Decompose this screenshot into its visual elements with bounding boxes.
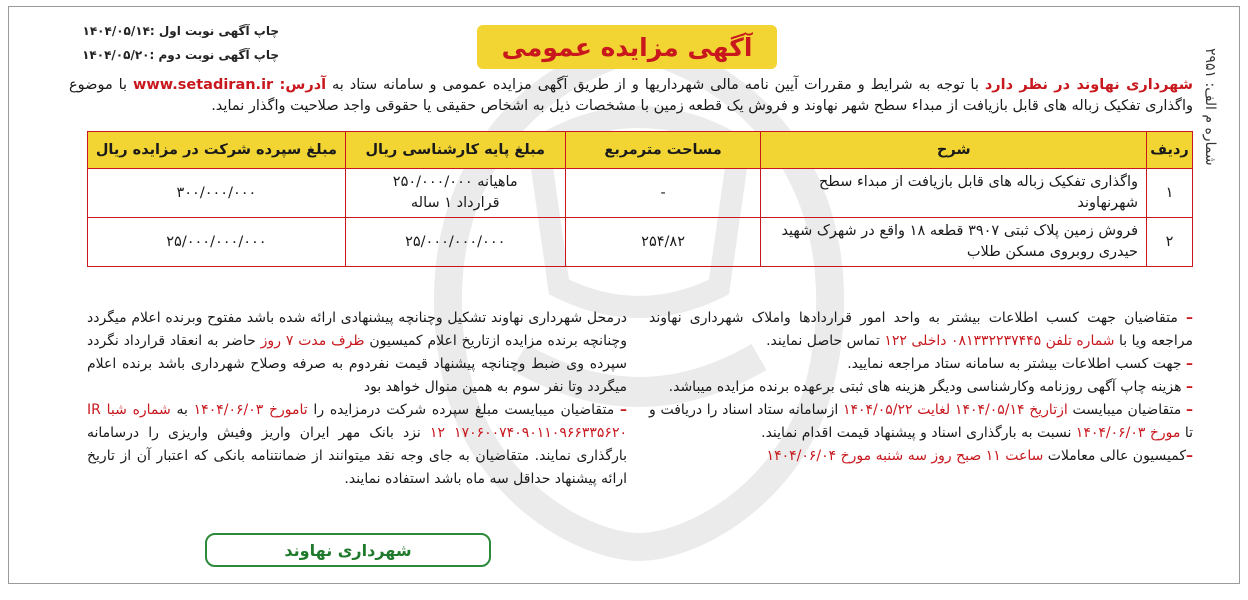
condition-document-dates: – متقاضیان میبایست ازتاریخ ۱۴۰۴/۰۵/۱۴ لغایت ۱۴۰۴/۰۵/۲۲ ازسامانه ستاد اسناد را دریافت و تا مورخ ۱۴۰۴/۰۶/۰۳ نسبت به بارگذاری اسناد و پیشنهاد قیمت اقدام نمایند.: [649, 402, 1193, 441]
sheba-number: شماره شبا IR ۱۲ ۱۷۰۶۰۰۷۴۰۹۰۱۱۰۹۶۶۳۳۵۶۲۰: [87, 402, 627, 441]
address-label: آدرس:: [273, 77, 327, 93]
table-header-row: [88, 132, 1193, 169]
notice-frame: [8, 6, 1240, 584]
header-area: مساحت مترمربع: [565, 132, 761, 169]
base-price-line2: قرارداد ۱ ساله: [410, 195, 500, 211]
row-description: فروش زمین پلاک ثبتی ۳۹۰۷ قطعه ۱۸ واقع در شهرک شهید حیدری روبروی مسکن طلاب: [761, 218, 1147, 267]
table-row: [88, 169, 1193, 218]
condition-winner: درمحل شهرداری نهاوند تشکیل وچنانچه پیشنهادی ارائه شده باشد مفتوح وبرنده اعلام میگردد وچنانچه برنده مزایده ازتاریخ اعلام کمیسیون ظرف مدت ۷ روز حاضر به انعقاد قرارداد نگردد سپرده وی ضبط وچنانچه پیشنهاد قیمت نفردوم به صرفه وصلاح شهرداری باشد برنده اعلام میگردد وتا نفر سوم به همین منوال خواهد بود: [87, 310, 627, 395]
commission-time: ساعت ۱۱ صبح روز سه شنبه مورخ ۱۴۰۴/۰۶/۰۴: [766, 448, 1044, 464]
conditions-right-column: [649, 307, 1193, 468]
auction-items-table: [87, 131, 1193, 267]
condition-costs: – هزینه چاپ آگهی روزنامه وکارشناسی ودیگر هزینه های ثبتی برعهده برنده مزایده میباشد.: [668, 379, 1193, 395]
second-print-date: چاپ آگهی نوبت دوم :۱۴۰۴/۰۵/۲۰: [82, 48, 279, 62]
row-number: ۲: [1147, 218, 1193, 267]
intro-text-b: با موضوع واگذاری تفکیک زباله های قابل بازیافت از مبداء سطح شهر نهاوند و فروش یک قطعه زمین با مشخصات ذیل به اشخاص حقیقی یا حقوقی واجد صلاحیت واگذار نماید.: [69, 77, 1193, 114]
row-number: ۱: [1147, 169, 1193, 218]
org-lead: شهرداری نهاوند در نظر دارد: [984, 77, 1193, 93]
notice-number: شماره م الف: ۲۹۵۱: [1202, 48, 1218, 166]
row-base-price: [345, 218, 565, 267]
row-base-price: [345, 169, 565, 218]
row-area: ۲۵۴/۸۲: [565, 218, 761, 267]
base-price-line1: ۲۵/۰۰۰/۰۰۰/۰۰۰: [405, 233, 506, 250]
base-price-line1: ماهیانه ۲۵۰/۰۰۰/۰۰۰: [392, 174, 518, 190]
header-row-number: ردیف: [1147, 132, 1193, 169]
signature-box: شهرداری نهاوند: [205, 533, 491, 567]
intro-paragraph: [69, 75, 1193, 117]
winner-deadline: ظرف مدت ۷ روز: [260, 333, 365, 349]
table-row: [88, 218, 1193, 267]
row-area: -: [565, 169, 761, 218]
document-period: ازتاریخ ۱۴۰۴/۰۵/۱۴ لغایت ۱۴۰۴/۰۵/۲۲: [842, 402, 1068, 418]
website-link[interactable]: www.setadiran.ir: [133, 77, 274, 93]
row-deposit: ۲۵/۰۰۰/۰۰۰/۰۰۰: [88, 218, 346, 267]
condition-contact: – متقاضیان جهت کسب اطلاعات بیشتر به واحد امور قراردادها واملاک شهرداری نهاوند مراجعه ویا با شماره تلفن ۰۸۱۳۳۲۲۳۷۴۴۵ داخلی ۱۲۲ تماس حاصل نمایند.: [649, 310, 1193, 349]
header-description: شرح: [761, 132, 1147, 169]
notice-title: آگهی مزایده عمومی: [477, 25, 777, 69]
row-deposit: ۳۰۰/۰۰۰/۰۰۰: [88, 169, 346, 218]
deposit-deadline: تامورخ ۱۴۰۴/۰۶/۰۳: [193, 402, 308, 418]
first-print-date: چاپ آگهی نوبت اول :۱۴۰۴/۰۵/۱۴: [82, 24, 279, 38]
header-deposit: مبلغ سپرده شرکت در مزایده ریال: [88, 132, 346, 169]
contact-phone: شماره تلفن ۰۸۱۳۳۲۲۳۷۴۴۵ داخلی ۱۲۲: [884, 333, 1115, 349]
intro-text-a: با توجه به شرایط و مقررات آیین نامه مالی شهرداریها و از طریق آگهی مزایده عمومی و سامانه ستاد به: [326, 77, 985, 93]
row-description: واگذاری تفکیک زباله های قابل بازیافت از مبداء سطح شهرنهاوند: [761, 169, 1147, 218]
submission-deadline: مورخ ۱۴۰۴/۰۶/۰۳: [1075, 425, 1181, 441]
conditions-left-column: [87, 307, 627, 491]
print-dates: [79, 19, 279, 67]
header-base-price: مبلغ پایه کارشناسی ریال: [345, 132, 565, 169]
condition-deposit: – متقاضیان میبایست مبلغ سپرده شرکت درمزایده را تامورخ ۱۴۰۴/۰۶/۰۳ به شماره شبا IR ۱۲ ۱۷۰۶۰۰۷۴۰۹۰۱۱۰۹۶۶۳۳۵۶۲۰ نزد بانک مهر ایران واریز وفیش واریزی را درسامانه بارگذاری نمایند. متقاضیان به جای وجه نقد میتوانند از ضمانتنامه بانکی که اعتبار آن از تاریخ ارائه پیشنهاد حداقل سه ماه باشد استفاده نمایند.: [87, 402, 627, 487]
condition-commission: –کمیسیون عالی معاملات ساعت ۱۱ صبح روز سه شنبه مورخ ۱۴۰۴/۰۶/۰۴: [766, 448, 1193, 464]
condition-setad-info: – جهت کسب اطلاعات بیشتر به سامانه ستاد مراجعه نمایید.: [847, 356, 1193, 372]
